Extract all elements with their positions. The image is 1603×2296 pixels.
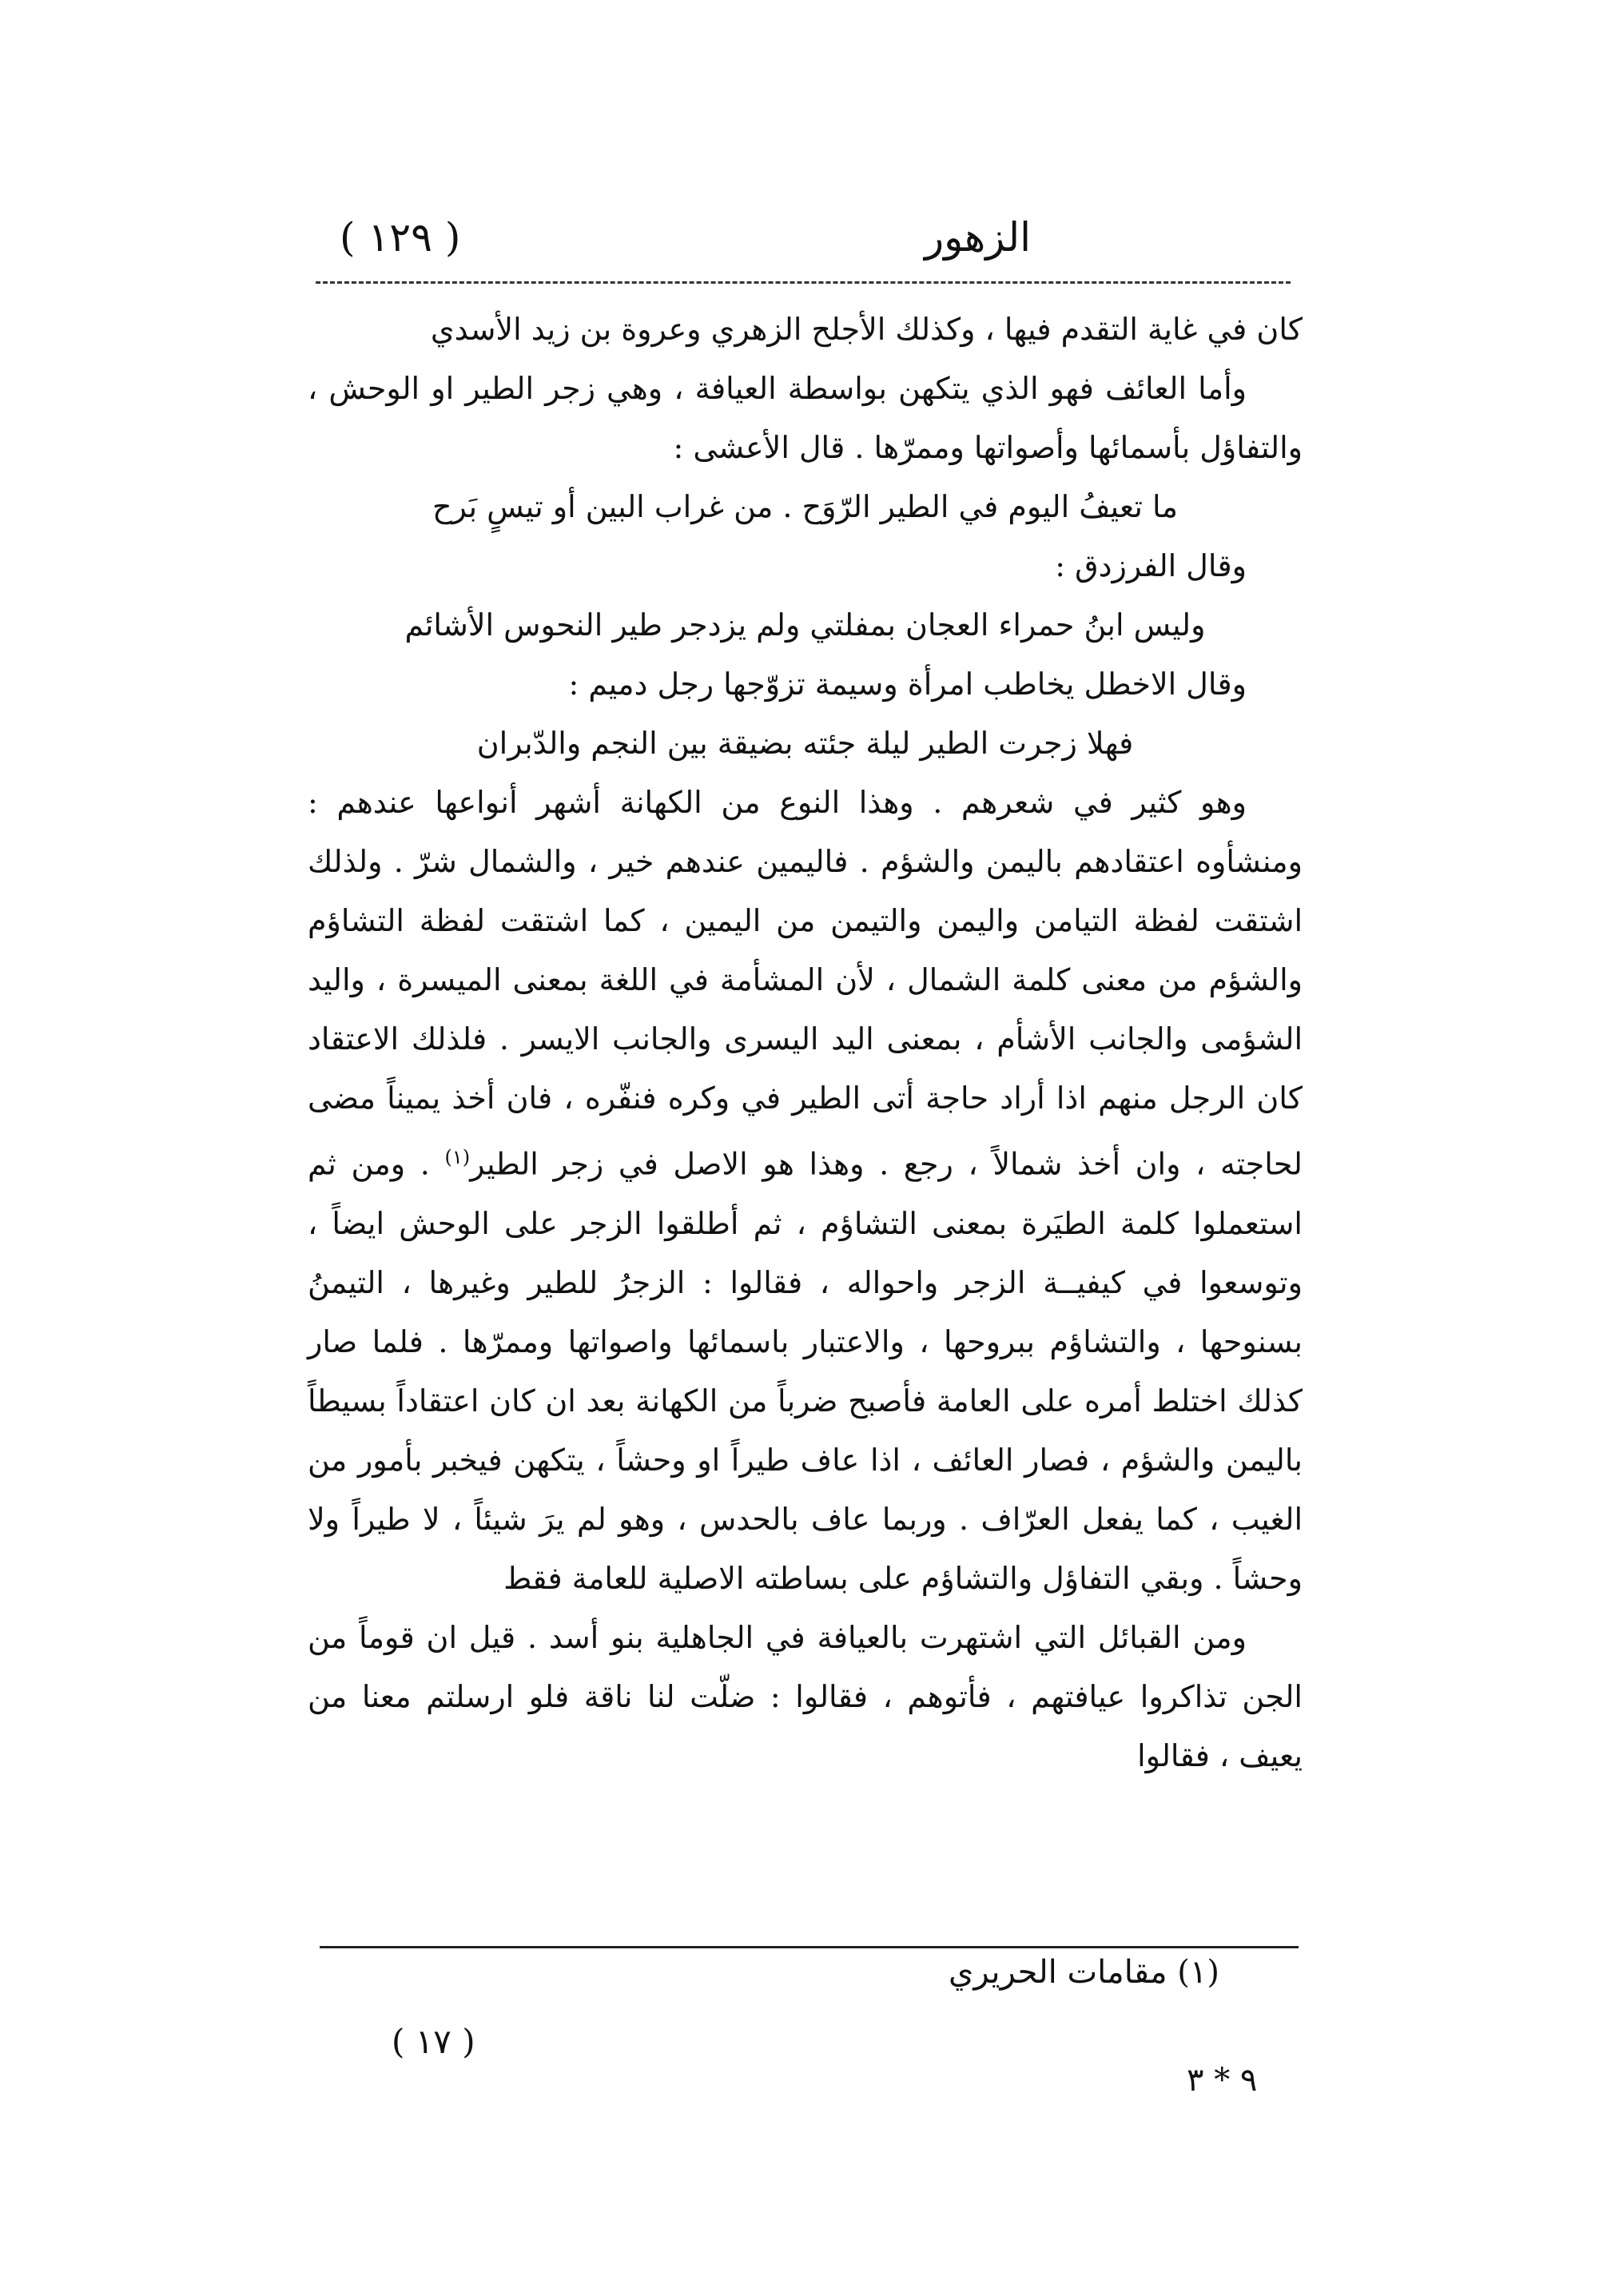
page-header (304, 214, 1295, 278)
footnote: (١) مقامات الحريري (949, 1954, 1219, 1991)
verse-attribution: وقال الفرزدق : (1055, 548, 1247, 583)
paragraph-text: . ومن ثم استعملوا كلمة الطيَرة بمعنى التشاؤم ، ثم أطلقوا الزجر على الوحش ايضاً ، وتوسعوا في كيفيــة الزجر واحواله ، فقالوا : الزجرُ للطير وغيرها ، التيمنُ بسنوحها ، والتشاؤم ببروحها ، والاعتبار باسمائها واصواتها وممرّها . فلما صار كذلك اختلط أمره على العامة فأصبح ضرباً من الكهانة بعد ان كان اعتقاداً بسيطاً باليمن والشؤم ، فصار العائف ، اذا عاف طيراً او وحشاً ، يتكهن فيخبر بأمور من الغيب ، كما يفعل العرّاف . وربما عاف بالحدس ، وهو لم يرَ شيئاً ، لا طيراً ولا وحشاً . وبقي التفاؤل والتشاؤم على بساطته الاصلية للعامة فقط (308, 1146, 1303, 1596)
running-title: الزهور (924, 214, 1031, 261)
footnote-marker: (١) (444, 1146, 471, 1168)
verse-line: ما تعيفُ اليوم في الطير الرّوَح . من غراب البين أو تيسٍ بَرح (432, 489, 1178, 524)
signature-mark: ( ١٧ ) (392, 2022, 475, 2061)
verse-line: فهلا زجرت الطير ليلة جئته بضيقة بين النجم والدّبران (476, 726, 1134, 761)
body-text (308, 300, 1303, 1785)
paragraph (308, 773, 1303, 1608)
paragraph-line: كان في غاية التقدم فيها ، وكذلك الأجلح الزهري وعروة بن زيد الأسدي (430, 312, 1303, 347)
footnote-divider (320, 1946, 1299, 1948)
paragraph: ومن القبائل التي اشتهرت بالعيافة في الجاهلية بنو أسد . قيل ان قوماً من الجن تذاكروا عيافتهم ، فأتوهم ، فقالوا : ضلّت لنا ناقة فلو ارسلتم معنا من يعيف ، فقالوا (308, 1619, 1303, 1773)
page-number: ( ١٢٩ ) (340, 214, 461, 261)
folio-mark: ٩ * ٣ (1187, 2062, 1258, 2099)
header-divider (316, 281, 1291, 284)
paragraph-text: وهو كثير في شعرهم . وهذا النوع من الكهانة أشهر أنواعها عندهم : ومنشأوه اعتقادهم باليمن والشؤم . فاليمين عندهم خير ، والشمال شرّ . ولذلك اشتقت لفظة التيامن واليمن والتيمن من اليمين ، كما اشتقت لفظة التشاؤم والشؤم من معنى كلمة الشمال ، لأن المشأمة في اللغة بمعنى الميسرة ، واليد الشؤمى والجانب الأشأم ، بمعنى اليد اليسرى والجانب الايسر . فلذلك الاعتقاد كان الرجل منهم اذا أراد حاجة أتى الطير في وكره فنفّره ، فان أخذ يميناً مضى لحاجته ، وان أخذ شمالاً ، رجع . وهذا هو الاصل في زجر الطير (308, 785, 1303, 1182)
paragraph: وأما العائف فهو الذي يتكهن بواسطة العيافة ، وهي زجر الطير او الوحش ، والتفاؤل بأسمائها وأصواتها وممرّها . قال الأعشى : (308, 371, 1303, 465)
verse-attribution: وقال الاخطل يخاطب امرأة وسيمة تزوّجها رجل دميم : (568, 667, 1247, 702)
verse-line: وليس ابنُ حمراء العجان بمفلتي ولم يزدجر طير النحوس الأشائم (404, 607, 1206, 643)
